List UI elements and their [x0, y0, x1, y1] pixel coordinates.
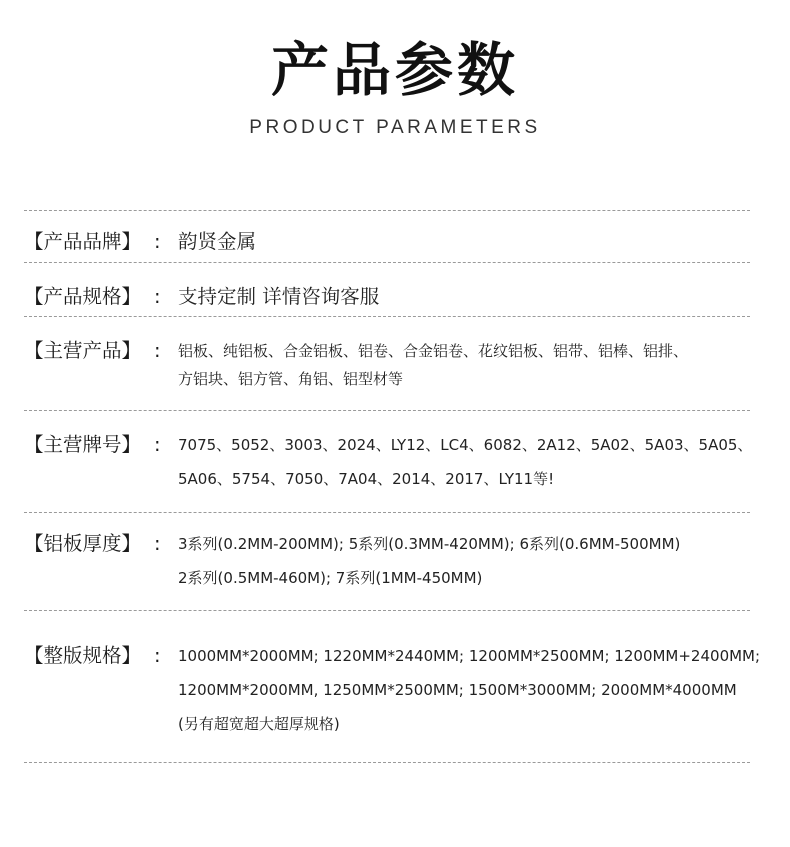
param-label: 【整版规格】 [24, 644, 142, 667]
param-value-line: 7075、5052、3003、2024、LY12、LC4、6082、2A12、5A02、5A03、5A05、 [178, 436, 753, 454]
page-subtitle: PRODUCT PARAMETERS [249, 117, 541, 138]
divider [24, 316, 750, 317]
param-value [178, 282, 768, 312]
param-colon: : [154, 230, 161, 253]
param-colon: : [154, 339, 161, 362]
param-value-line: 铝板、纯铝板、合金铝板、铝卷、合金铝卷、花纹铝板、铝带、铝棒、铝排、 [178, 342, 689, 360]
param-value-line: (另有超宽超大超厚规格) [178, 715, 340, 733]
param-label: 【产品品牌】 [24, 230, 142, 253]
param-value [178, 639, 768, 741]
divider [24, 610, 750, 611]
param-label: 【铝板厚度】 [24, 532, 142, 555]
param-value-line: 支持定制 详情咨询客服 [178, 285, 380, 308]
divider [24, 512, 750, 513]
param-value-line: 1000MM*2000MM; 1220MM*2440MM; 1200MM*2500MM; 1200MM+2400MM; [178, 647, 761, 665]
param-value-line: 2系列(0.5MM-460M); 7系列(1MM-450MM) [178, 569, 483, 587]
param-colon: : [154, 285, 161, 308]
divider [24, 410, 750, 411]
param-label: 【主营牌号】 [24, 433, 142, 456]
param-value [178, 227, 768, 257]
param-value-line: 5A06、5754、7050、7A04、2014、2017、LY11等! [178, 470, 555, 488]
param-label: 【主营产品】 [24, 339, 142, 362]
param-colon: : [154, 644, 161, 667]
param-colon: : [154, 532, 161, 555]
page-title: 产品参数 [270, 36, 519, 104]
divider [24, 262, 750, 263]
param-value [178, 337, 768, 393]
param-value [178, 428, 768, 496]
param-value [178, 527, 768, 595]
divider [24, 762, 750, 763]
param-value-line: 方铝块、铝方管、角铝、铝型材等 [178, 370, 404, 388]
param-colon: : [154, 433, 161, 456]
param-value-line: 韵贤金属 [178, 230, 257, 253]
param-value-line: 3系列(0.2MM-200MM); 5系列(0.3MM-420MM); 6系列(0.6MM-500MM) [178, 535, 681, 553]
param-label: 【产品规格】 [24, 285, 142, 308]
divider [24, 210, 750, 211]
param-value-line: 1200MM*2000MM, 1250MM*2500MM; 1500M*3000MM; 2000MM*4000MM [178, 681, 737, 699]
